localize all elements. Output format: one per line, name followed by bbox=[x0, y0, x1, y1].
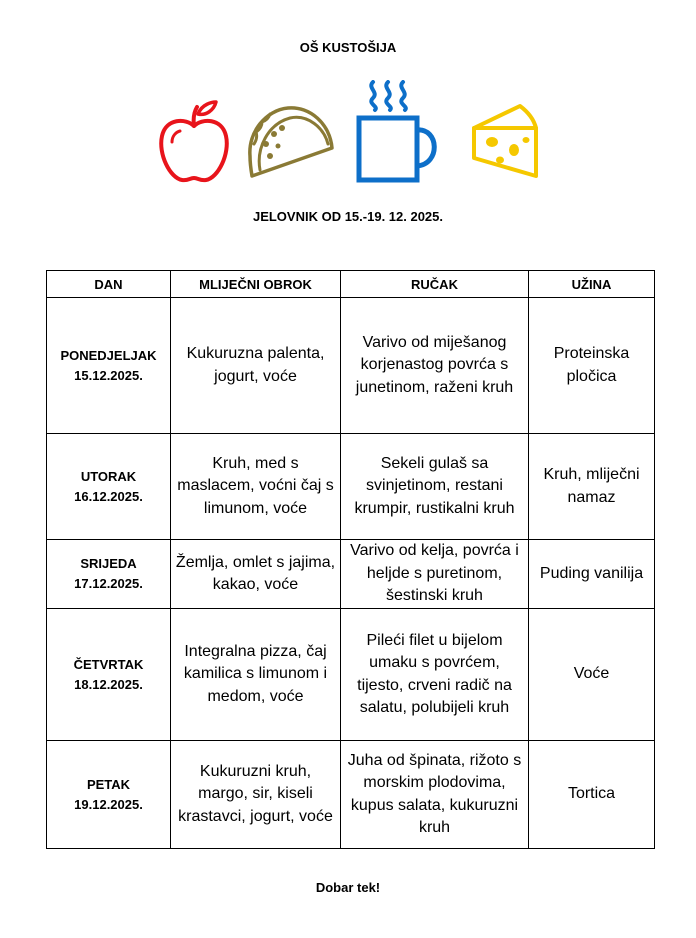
snack-cell: Puding vanilija bbox=[529, 540, 655, 609]
dairy-meal-cell: Kukuruzni kruh, margo, sir, kiseli krastavci, jogurt, voće bbox=[171, 741, 341, 849]
lunch-cell: Varivo od miješanog korjenastog povrća s junetinom, raženi kruh bbox=[341, 298, 529, 434]
table-row bbox=[47, 540, 655, 609]
day-name: UTORAK bbox=[80, 468, 137, 484]
day-name: PETAK bbox=[86, 776, 131, 792]
table-row bbox=[47, 741, 655, 849]
day-name: ČETVRTAK bbox=[73, 656, 144, 672]
snack-cell: Kruh, mliječni namaz bbox=[529, 434, 655, 540]
day-cell bbox=[47, 540, 171, 609]
day-date: 18.12.2025. bbox=[74, 676, 143, 692]
table-row bbox=[47, 434, 655, 540]
day-name: PONEDJELJAK bbox=[60, 347, 157, 363]
dairy-meal-cell: Kruh, med s maslacem, voćni čaj s limunom, voće bbox=[171, 434, 341, 540]
table-row bbox=[47, 609, 655, 741]
header-snack: UŽINA bbox=[529, 271, 655, 298]
day-name: SRIJEDA bbox=[80, 556, 137, 571]
header-row bbox=[47, 271, 655, 298]
day-cell bbox=[47, 741, 171, 849]
hot-mug-icon bbox=[355, 80, 441, 184]
day-cell bbox=[47, 434, 171, 540]
menu-title: JELOVNIK OD 15.-19. 12. 2025. bbox=[252, 209, 444, 224]
snack-cell: Tortica bbox=[529, 741, 655, 849]
footer-greeting: Dobar tek! bbox=[315, 880, 381, 895]
day-date: 15.12.2025. bbox=[74, 367, 143, 383]
dairy-meal-cell: Integralna pizza, čaj kamilica s limunom i medom, voće bbox=[171, 609, 341, 741]
day-date: 16.12.2025. bbox=[74, 488, 143, 504]
weekly-menu-table bbox=[46, 270, 655, 849]
cheese-icon bbox=[470, 100, 540, 182]
lunch-cell: Juha od špinata, rižoto s morskim plodovima, kupus salata, kukuruzni kruh bbox=[341, 741, 529, 849]
day-cell bbox=[47, 609, 171, 741]
day-date: 17.12.2025. bbox=[74, 576, 143, 591]
table-row bbox=[47, 298, 655, 434]
school-name: OŠ KUSTOŠIJA bbox=[299, 40, 397, 55]
dairy-meal-cell: Kukuruzna palenta, jogurt, voće bbox=[171, 298, 341, 434]
header-lunch: RUČAK bbox=[341, 271, 529, 298]
taco-icon bbox=[246, 104, 336, 180]
header-dairy-meal: MLIJEČNI OBROK bbox=[171, 271, 341, 298]
lunch-cell: Sekeli gulaš sa svinjetinom, restani krumpir, rustikalni kruh bbox=[341, 434, 529, 540]
dairy-meal-cell: Žemlja, omlet s jajima, kakao, voće bbox=[171, 540, 341, 609]
header-day: DAN bbox=[47, 271, 171, 298]
food-icons-row bbox=[0, 80, 696, 185]
lunch-cell: Pileći filet u bijelom umaku s povrćem, tijesto, crveni radič na salatu, polubijeli kruh bbox=[341, 609, 529, 741]
snack-cell: Proteinska pločica bbox=[529, 298, 655, 434]
day-date: 19.12.2025. bbox=[74, 796, 143, 812]
snack-cell: Voće bbox=[529, 609, 655, 741]
apple-icon bbox=[156, 98, 232, 184]
lunch-cell: Varivo od kelja, povrća i heljde s puretinom, šestinski kruh bbox=[341, 540, 529, 609]
day-cell bbox=[47, 298, 171, 434]
